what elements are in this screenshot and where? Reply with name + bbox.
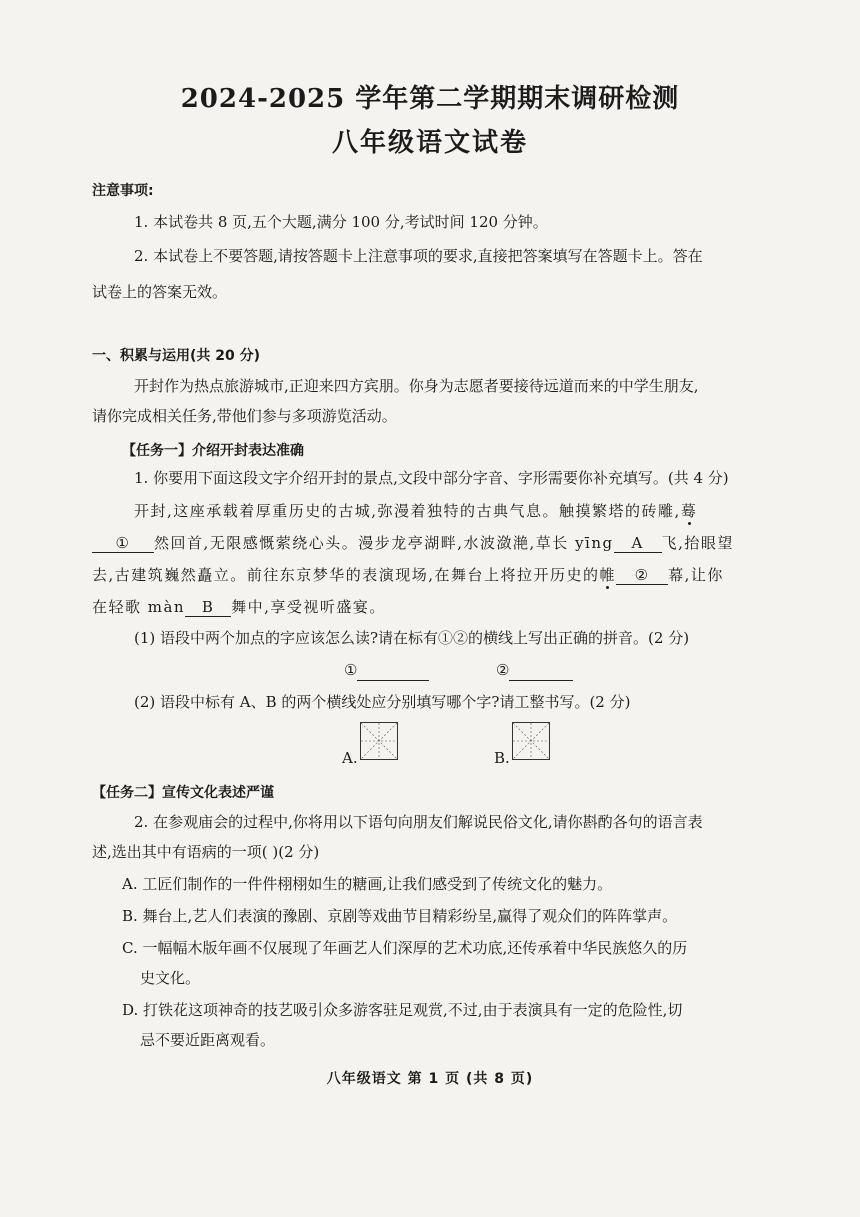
dotted-char-2: 帷 <box>599 566 617 584</box>
blank-2[interactable]: ② <box>616 566 668 585</box>
page-footer: 八年级语文 第 1 页 (共 8 页) <box>326 1071 534 1087</box>
exam-subtitle: 八年级语文试卷 <box>331 128 528 158</box>
passage-text: 在轻歌 màn <box>92 598 186 616</box>
label-b: B. <box>494 749 510 767</box>
option-a[interactable]: A. 工匠们制作的一件件栩栩如生的糖画,让我们感受到了传统文化的魅力。 <box>122 875 613 893</box>
blank-1[interactable]: ① <box>92 534 154 553</box>
question-2-line2: 述,选出其中有语病的一项( )(2 分) <box>92 843 320 861</box>
passage-text: 开封,这座承载着厚重历史的古城,弥漫着独特的古典气息。触摸繁塔的砖雕, <box>134 502 681 520</box>
option-c-line2: 史文化。 <box>140 969 201 987</box>
task2-heading: 【任务二】宣传文化表述严谨 <box>92 785 274 801</box>
exam-title: 2024-2025 学年第二学期期末调研检测 <box>180 84 680 114</box>
passage-text: 飞,抬眼望 <box>661 534 734 552</box>
notice-item-2-line1: 2. 本试卷上不要答题,请按答题卡上注意事项的要求,直接把答案填写在答题卡上。答在 <box>134 247 703 265</box>
sub-question-1: (1) 语段中两个加点的字应该怎么读?请在标有①②的横线上写出正确的拼音。(2 分) <box>134 629 690 647</box>
section1-heading: 一、积累与运用(共 20 分) <box>92 348 261 364</box>
notice-item-2-line2: 试卷上的答案无效。 <box>92 283 228 301</box>
passage-line-1 <box>134 500 697 521</box>
passage-line-2 <box>92 532 734 553</box>
blank-a[interactable]: A <box>614 534 662 553</box>
passage-text: 然回首,无限感慨萦绕心头。漫步龙亭湖畔,水波潋滟,草长 yīng <box>154 534 614 552</box>
writing-grid-a[interactable] <box>360 722 398 760</box>
pinyin-answer-2[interactable] <box>496 660 573 681</box>
answer-mark-2: ② <box>496 661 510 679</box>
option-b[interactable]: B. 舞台上,艺人们表演的豫剧、京剧等戏曲节目精彩纷呈,赢得了观众们的阵阵掌声。 <box>122 907 678 925</box>
option-c-line1[interactable]: C. 一幅幅木版年画不仅展现了年画艺人们深厚的艺术功底,还传承着中华民族悠久的历 <box>122 939 688 957</box>
pinyin-answer-1[interactable] <box>344 660 429 681</box>
dotted-char-1: 蓦 <box>680 502 698 520</box>
passage-text: 去,古建筑巍然矗立。前往东京梦华的表演现场,在舞台上将拉开历史的 <box>92 566 600 584</box>
answer-mark-1: ① <box>344 661 358 679</box>
blank-b[interactable]: B <box>185 598 231 617</box>
grid-lines-icon <box>513 723 549 759</box>
passage-text: 舞中,享受视听盛宴。 <box>231 598 386 616</box>
label-a: A. <box>342 749 358 767</box>
question-1: 1. 你要用下面这段文字介绍开封的景点,文段中部分字音、字形需要你补充填写。(共 4 分) <box>134 469 729 487</box>
notice-heading: 注意事项: <box>92 183 154 199</box>
section1-intro-line2: 请你完成相关任务,带他们参与多项游览活动。 <box>92 407 397 425</box>
grid-lines-icon <box>361 723 397 759</box>
section1-intro-line1: 开封作为热点旅游城市,正迎来四方宾朋。你身为志愿者要接待远道而来的中学生朋友, <box>134 377 699 395</box>
passage-line-4 <box>92 596 386 617</box>
notice-item-1: 1. 本试卷共 8 页,五个大题,满分 100 分,考试时间 120 分钟。 <box>134 213 548 231</box>
passage-text: 幕,让你 <box>668 566 724 584</box>
option-d-line2: 忌不要近距离观看。 <box>140 1031 276 1049</box>
option-d-line1[interactable]: D. 打铁花这项神奇的技艺吸引众多游客驻足观赏,不过,由于表演具有一定的危险性,切 <box>122 1001 683 1019</box>
sub-question-2: (2) 语段中标有 A、B 的两个横线处应分别填写哪个字?请工整书写。(2 分) <box>134 693 631 711</box>
task1-heading: 【任务一】介绍开封表达准确 <box>122 443 304 459</box>
passage-line-3 <box>92 564 724 585</box>
question-2-line1: 2. 在参观庙会的过程中,你将用以下语句向朋友们解说民俗文化,请你斟酌各句的语言表 <box>134 813 703 831</box>
writing-grid-b[interactable] <box>512 722 550 760</box>
